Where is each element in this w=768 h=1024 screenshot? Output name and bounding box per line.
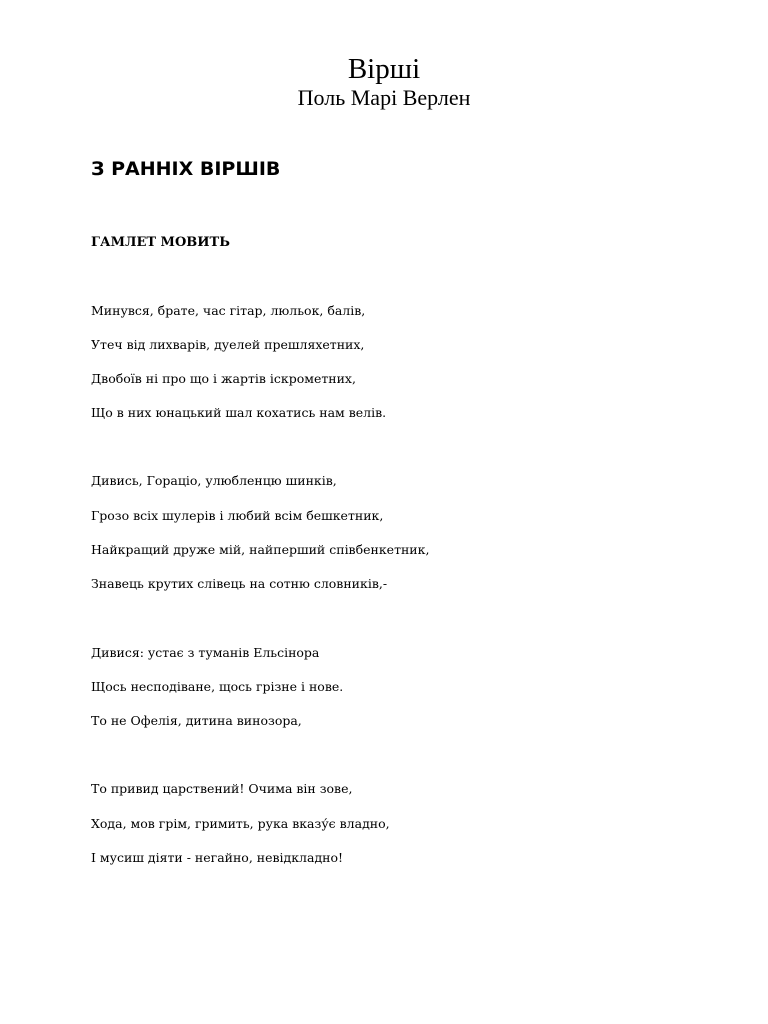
verse-line: Грозо всіх шулерів і любий всім бешкетник, <box>91 508 384 523</box>
document-author: Поль Марі Верлен <box>297 85 471 110</box>
verse-line: Дивися: устає з туманів Ельсінора <box>91 645 320 660</box>
verse-line: Дивись, Гораціо, улюбленцю шинків, <box>91 473 337 488</box>
document-title: Вірші <box>347 53 421 85</box>
section-heading: З РАННІХ ВІРШІВ <box>91 158 281 180</box>
verse-line: Найкращий друже мій, найперший співбенкетник, <box>91 542 430 557</box>
verse-line: То привид царствений! Очима він зове, <box>91 781 353 796</box>
verse-line: Двобоїв ні про що і жартів іскрометних, <box>91 371 356 386</box>
verse-line: Щось несподіване, щось грізне і нове. <box>91 679 344 694</box>
verse-line: І мусиш діяти - негайно, невідкладно! <box>91 850 344 865</box>
verse-line: Що в них юнацький шал кохатись нам велів. <box>91 405 387 420</box>
verse-line: То не Офелія, дитина винозора, <box>91 713 302 728</box>
poem-title: ГАМЛЕТ МОВИТЬ <box>91 235 230 250</box>
verse-line: Минувся, брате, час гітар, люльок, балів, <box>91 303 366 318</box>
verse-line: Хода, мов грім, гримить, рука вказу́є владно, <box>91 816 390 831</box>
verse-line: Знавець крутих слівець на сотню словників,- <box>91 576 388 591</box>
verse-line: Утеч від лихварів, дуелей прешляхетних, <box>91 337 365 352</box>
